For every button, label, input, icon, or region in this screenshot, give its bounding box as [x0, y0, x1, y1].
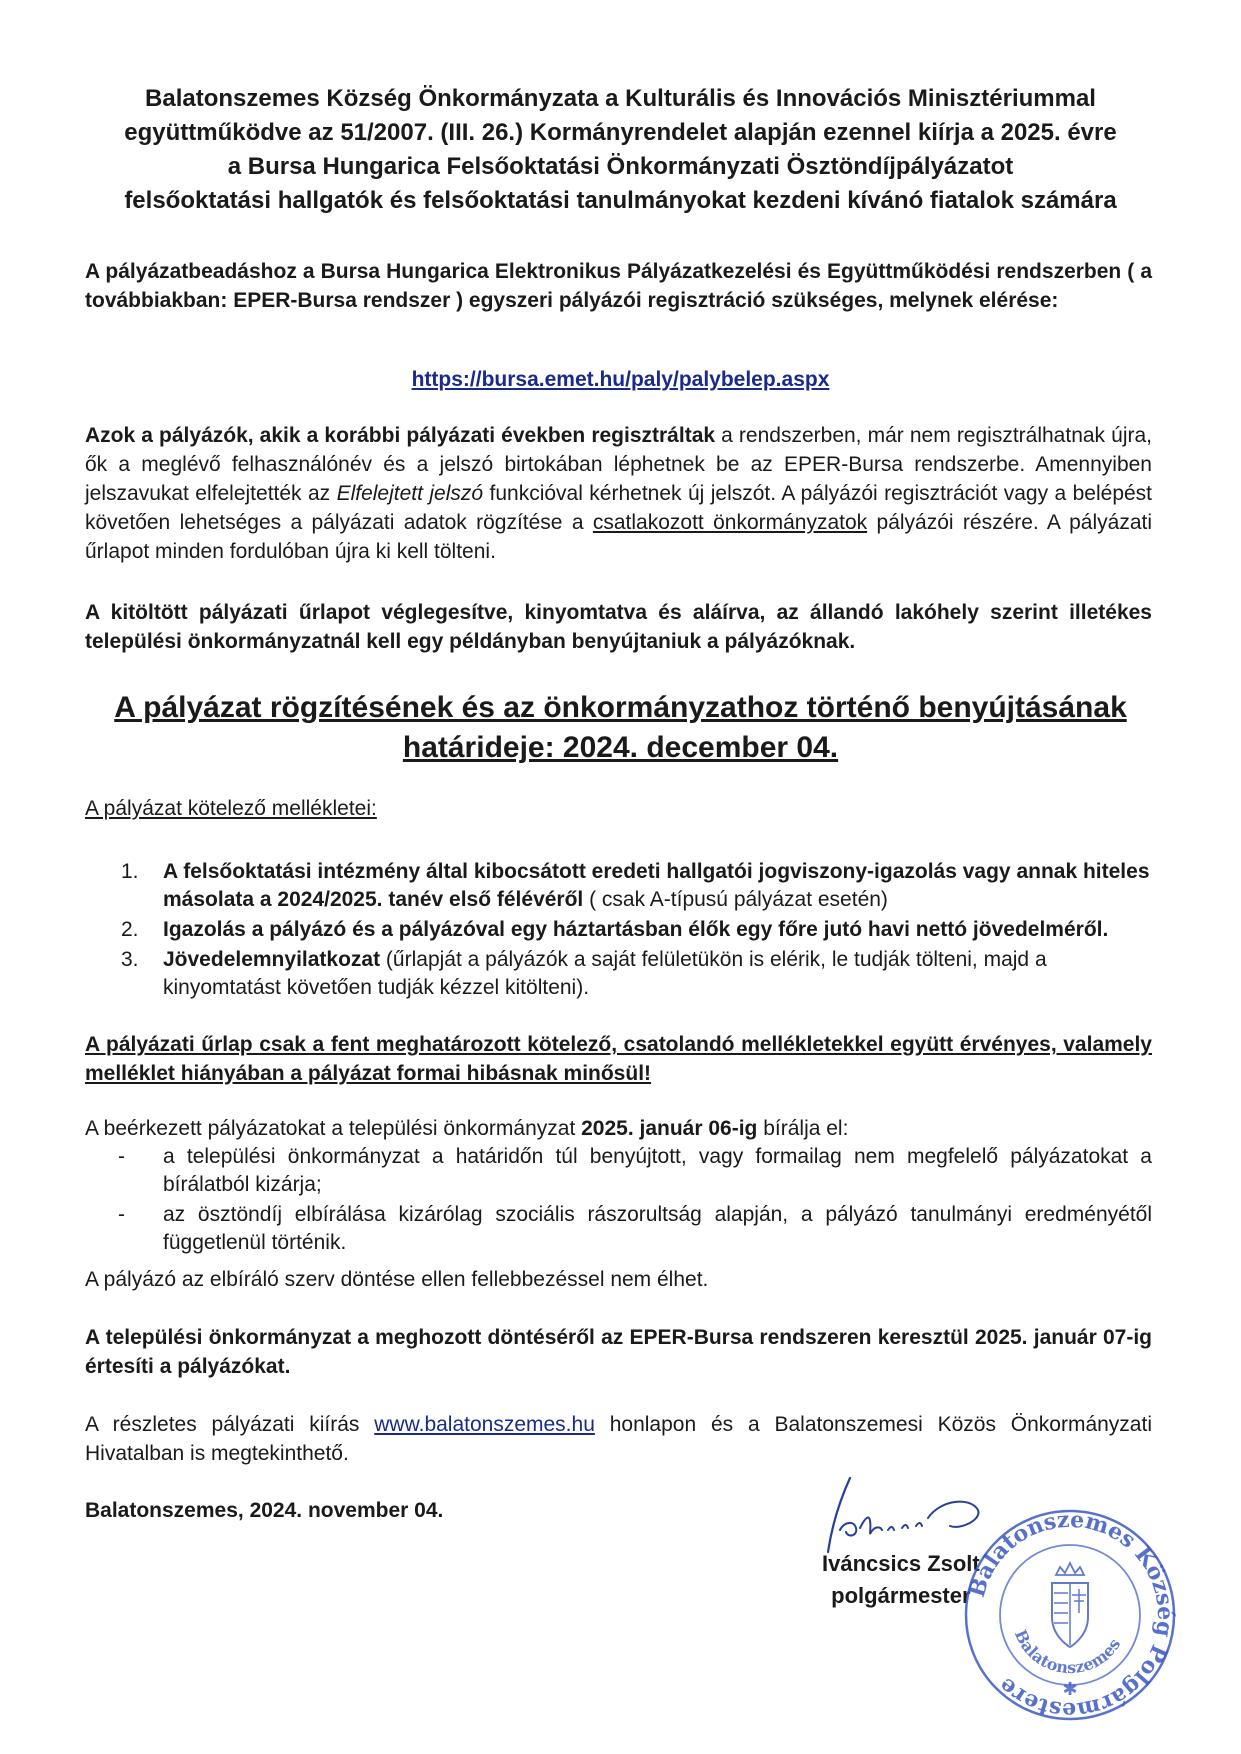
submission-paragraph: A kitöltött pályázati űrlapot véglegesítve, kinyomtatva és aláírva, az állandó lakóhely szerint illetékes települési önkormányzatnál kell egy példányban benyújtaniuk a pályázóknak.: [85, 601, 1152, 653]
place-and-date: Balatonszemes, 2024. november 04.: [85, 1499, 444, 1522]
registered-text-3: pályázói részére. A pályázati űrlapot minden fordulóban újra ki kell tölteni.: [85, 511, 1153, 563]
deadline-line-1: A pályázat rögzítésének és az önkormányzathoz történő benyújtásának: [114, 691, 1127, 724]
notification-paragraph: A települési önkormányzat a meghozott döntéséről az EPER-Bursa rendszeren keresztül 2025. január 07-ig értesíti a pályázókat.: [85, 1326, 1152, 1378]
star-icon: ✱: [1062, 1679, 1078, 1700]
heading-line-2: együttműködve az 51/2007. (III. 26.) Kormányrendelet alapján ezennel kiírja a 2025. évre: [124, 119, 1117, 146]
attachment-number: 1.: [121, 860, 139, 883]
review-bullet-2: [85, 1201, 1152, 1257]
appeal-note: A pályázó az elbíráló szerv döntése ellen fellebbezéssel nem élhet.: [85, 1268, 709, 1291]
website-link[interactable]: www.balatonszemes.hu: [374, 1413, 595, 1436]
forgotten-password-term: Elfelejtett jelszó: [336, 482, 484, 505]
attachment-item-1: [85, 858, 1152, 914]
registration-link[interactable]: https://bursa.emet.hu/paly/palybelep.aspx: [411, 368, 830, 391]
deadline-heading: [90, 688, 1151, 768]
dash-bullet-icon: -: [118, 1145, 125, 1168]
registered-applicants-paragraph: [85, 421, 1152, 566]
heading-line-1: Balatonszemes Község Önkormányzata a Kulturális és Innovációs Minisztériummal: [145, 85, 1096, 112]
validity-warning: A pályázati űrlap csak a fent meghatározott kötelező, csatolandó mellékletekkel együtt érvényes, valamely melléklet hiányában a pályázat formai hibásnak minősül!: [85, 1033, 1152, 1085]
signer-name: Iváncsics Zsolt: [822, 1551, 980, 1576]
registered-text-1: a rendszerben, már nem regisztrálhatnak újra, ők a meglévő felhasználónév és a jelszó birtokában léphetnek be az EPER-Bursa rendszerbe. Amennyiben jelszavukat elfelejtették az: [85, 424, 1153, 505]
attachment-bold-text: A felsőoktatási intézmény által kibocsátott eredeti hallgatói jogviszony-igazolás vagy annak hiteles másolata a 2024/2025. tanév első félévéről: [163, 860, 1150, 911]
attachment-number: 3.: [121, 948, 139, 971]
official-seal-stamp: [960, 1505, 1180, 1725]
attachments-list: [85, 858, 1152, 1004]
document-heading: [90, 82, 1151, 218]
review-text-post: bírálja el:: [757, 1117, 849, 1140]
review-text-pre: A beérkezett pályázatokat a települési önkormányzat: [85, 1117, 582, 1140]
dash-bullet-icon: -: [118, 1203, 125, 1226]
review-date: 2025. január 06-ig: [581, 1117, 758, 1140]
joined-municipalities-term: csatlakozott önkormányzatok: [592, 511, 868, 534]
heading-line-3: a Bursa Hungarica Felsőoktatási Önkormányzati Ösztöndíjpályázatot: [227, 153, 1014, 180]
registered-bold: Azok a pályázók, akik a korábbi pályázati években regisztráltak: [85, 424, 716, 447]
stamp-inner-text: Balatonszemes: [1010, 1626, 1125, 1678]
attachment-item-3: [85, 946, 1152, 1002]
attachment-bold-text: Jövedelemnyilatkozat: [163, 948, 381, 971]
stamp-outer-text: Balatonszemes Község Polgármestere: [963, 1506, 1179, 1724]
intro-paragraph: A pályázatbeadáshoz a Bursa Hungarica Elektronikus Pályázatkezelési és Együttműködési rendszerben ( a továbbiakban: EPER-Bursa rendszer ) egyszeri pályázói regisztráció szükséges, melynek elérése:: [85, 260, 1152, 312]
review-bullet-1: [85, 1143, 1152, 1199]
attachment-number: 2.: [121, 918, 139, 941]
registered-text-2: funkcióval kérhetnek új jelszót. A pályázói regisztrációt vagy a belépést követően lehetséges a pályázati adatok rögzítése a: [85, 482, 1153, 534]
details-text-post: honlapon és a Balatonszemesi Közös Önkormányzati Hivatalban is megtekinthető.: [85, 1413, 1152, 1465]
deadline-line-2: határideje: 2024. december 04.: [402, 731, 839, 764]
details-paragraph: [85, 1410, 1152, 1468]
review-intro: [85, 1114, 1152, 1143]
signer-block: [822, 1548, 980, 1612]
review-bullet-text: a települési önkormányzat a határidőn túl benyújtott, vagy formailag nem megfelelő pályázatokat a bírálatból kizárja;: [163, 1145, 1152, 1196]
attachment-item-2: [85, 916, 1152, 944]
details-text-pre: A részletes pályázati kiírás: [85, 1413, 375, 1436]
review-bullet-text: az ösztöndíj elbírálása kizárólag szociális rászorultság alapján, a pályázó tanulmányi eredményétől függetlenül történik.: [163, 1203, 1152, 1254]
svg-text:Balatonszemes: [1011, 1627, 1124, 1677]
heading-line-4: felsőoktatási hallgatók és felsőoktatási tanulmányokat kezdeni kívánó fiatalok számára: [124, 187, 1117, 214]
coat-of-arms-icon: [1052, 1563, 1088, 1647]
attachment-bold-text: Igazolás a pályázó és a pályázóval egy háztartásban élők egy főre jutó havi nettó jövedelméről.: [163, 918, 1109, 941]
attachments-title: A pályázat kötelező mellékletei:: [85, 797, 377, 820]
signer-title: polgármester: [831, 1583, 971, 1608]
review-bullets: [85, 1143, 1152, 1259]
attachment-normal-text: (űrlapját a pályázók a saját felületükön is elérik, le tudják tölteni, majd a kinyomtatást követően tudják kézzel kitölteni).: [163, 948, 1047, 999]
attachment-normal-text: ( csak A-típusú pályázat esetén): [583, 888, 888, 911]
